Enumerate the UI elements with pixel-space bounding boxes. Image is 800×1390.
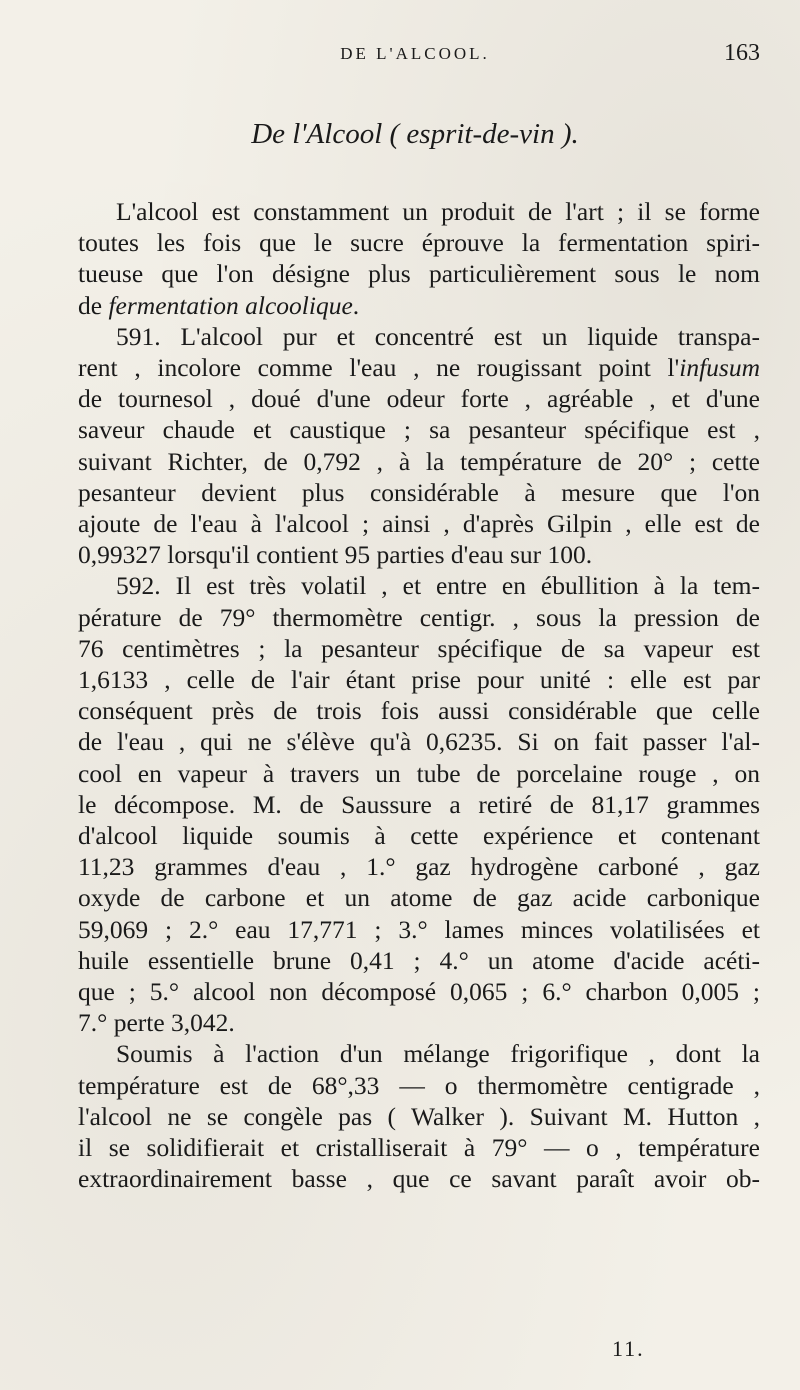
text-line: pesanteur devient plus considérable à mesure que l'on xyxy=(78,477,760,507)
page-number: 163 xyxy=(724,40,760,66)
text-line: il se solidifierait et cristalliserait à 79° — o , température xyxy=(78,1133,760,1163)
text-line: ajoute de l'eau à l'alcool ; ainsi , d'après Gilpin , elle est de xyxy=(78,509,760,539)
text-line: 76 centimètres ; la pesanteur spécifique de sa vapeur est xyxy=(78,633,760,663)
running-head xyxy=(70,40,760,80)
text-line: 592. Il est très volatil , et entre en ébullition à la tem- xyxy=(116,571,760,601)
italic-term: infusum xyxy=(679,353,760,383)
text-line: L'alcool est constamment un produit de l'art ; il se forme xyxy=(116,197,760,226)
paragraph-591 xyxy=(40,321,760,571)
paragraph-592 xyxy=(40,570,760,1038)
text-line: pérature de 79° thermomètre centigr. , sous la pression de xyxy=(78,602,760,632)
text-line: suivant Richter, de 0,792 , à la température de 20° ; cette xyxy=(78,446,760,476)
text-line: saveur chaude et caustique ; sa pesanteur spécifique est , xyxy=(78,415,760,445)
text-line: huile essentielle brune 0,41 ; 4.° un atome d'acide acéti- xyxy=(78,945,760,975)
text-line: température est de 68°,33 — o thermomètre centigrade , xyxy=(78,1070,760,1100)
text-line: toutes les fois que le sucre éprouve la fermentation spiri- xyxy=(78,228,760,258)
text-line: 1,6133 , celle de l'air étant prise pour unité : elle est par xyxy=(78,665,760,695)
text-line: conséquent près de trois fois aussi considérable que celle xyxy=(78,696,760,726)
text-line: d'alcool liquide soumis à cette expérience et contenant xyxy=(78,821,760,851)
paragraph-freezing xyxy=(40,1038,760,1194)
section-heading: De l'Alcool ( esprit-de-vin ). xyxy=(251,118,579,150)
text-line: tueuse que l'on désigne plus particulièrement sous le nom xyxy=(78,259,760,289)
text-line: l'alcool ne se congèle pas ( Walker ). Suivant M. Hutton , xyxy=(78,1101,760,1131)
text-line: 0,99327 lorsqu'il contient 95 parties d'eau sur 100. xyxy=(78,540,593,570)
running-title: DE L'ALCOOL. xyxy=(340,44,490,63)
body-text xyxy=(40,196,760,1195)
signature-mark: 11. xyxy=(612,1336,645,1361)
text-line: 7.° perte 3,042. xyxy=(78,1008,235,1038)
text-line: cool en vapeur à travers un tube de porcelaine rouge , on xyxy=(78,758,760,788)
text-line: le décompose. M. de Saussure a retiré de 81,17 grammes xyxy=(78,789,760,819)
text-line: 59,069 ; 2.° eau 17,771 ; 3.° lames minces volatilisées et xyxy=(78,914,760,944)
text-line: que ; 5.° alcool non décomposé 0,065 ; 6.° charbon 0,005 ; xyxy=(78,977,760,1007)
italic-term: fermentation alcoolique xyxy=(108,290,353,320)
text-line: de tournesol , doué d'une odeur forte , agréable , et d'une xyxy=(78,384,760,414)
text-line: oxyde de carbone et un atome de gaz acide carbonique xyxy=(78,883,760,913)
text-line: 11,23 grammes d'eau , 1.° gaz hydrogène carboné , gaz xyxy=(78,852,760,882)
text-line: de l'eau , qui ne s'élève qu'à 0,6235. Si on fait passer l'al- xyxy=(78,727,760,757)
text-line: 591. L'alcool pur et concentré est un liquide transpa- xyxy=(116,321,760,351)
paragraph-intro xyxy=(40,196,760,321)
text-line: extraordinairement basse , que ce savant paraît avoir ob- xyxy=(78,1164,760,1194)
text-line: Soumis à l'action d'un mélange frigorifique , dont la xyxy=(116,1039,760,1069)
text-line: de fermentation alcoolique. xyxy=(78,290,360,320)
text-line: rent , incolore comme l'eau , ne rougissant point l'infusum xyxy=(78,353,760,383)
